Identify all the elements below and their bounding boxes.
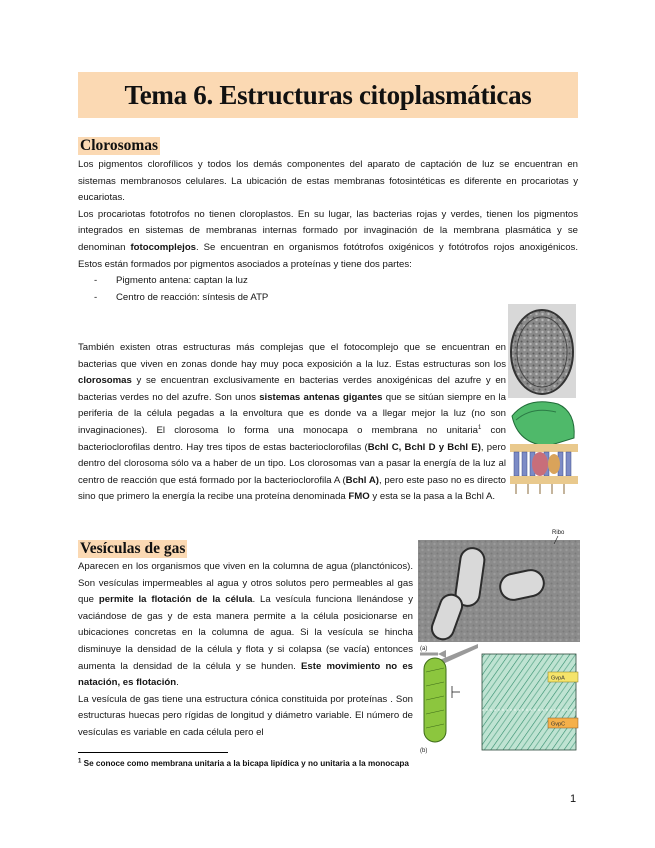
title-banner: [78, 72, 578, 118]
panel-letter-a: (a): [420, 646, 428, 652]
label-ribo: Ribo: [552, 530, 565, 536]
page-number: 1: [570, 793, 577, 805]
paragraph: Los procariotas fototrofos no tienen cloroplastos. En su lugar, las bacterias rojas y verdes, tienen los pigmentos integrados en sistemas de membranas internas formado por invaginación de la membrana plasmática y se denominan fotocomplejos. Se encuentran en organismos fotótrofos oxigénicos y fotótrofos rojos anoxigénicos. Estos están formados por pigmentos asociados a proteínas y tiene dos partes:: [78, 208, 579, 270]
paragraph: Los pigmentos clorofílicos y todos los demás componentes del aparato de captación de luz se encuentran en sistemas membranosos celulares. La ubicación de estas membranas fotosintéticas es diferente en procariotas y eucariotas.: [78, 159, 578, 204]
footnote: $^1$ Se conoce como membrana unitaria a la bicapa lipídica y no unitaria a la monocapa: [78, 758, 409, 768]
list-item: - Centro de reacción: síntesis de ATP: [78, 290, 578, 307]
label-gvpa: GvpA: [551, 675, 565, 682]
section-heading-clorosomas: Clorosomas: [80, 137, 159, 154]
clorosomas-body: [78, 340, 506, 506]
list-item: - Pigmento antena: captan la luz: [78, 273, 578, 290]
footnote-rule: [78, 752, 228, 753]
paragraph: La vesícula de gas tiene una estructura cónica constituida por proteínas . Son estructuras huecas pero rígidas de longitud y diámetro variable. El número de vesículas es variable en cada célula pero el: [78, 693, 413, 738]
label-gvpc: GvpC: [551, 721, 566, 728]
paragraph: También existen otras estructuras más complejas que el fotocomplejo que se encuentran en bacterias que viven en zonas donde hay muy poca exposición a la luz. Estas estructuras son los clorosomas y se encuentran exclusivamente en bacterias verdes anoxigénicas del azufre y en bacterias verdes no del azufre. Son unos sistemas antenas gigantes que se sitúan siempre en la periferia de la célula pegadas a la envoltura que es donde va a llegar mejor la luz (no son invaginaciones). El clorosoma lo forma una monocapa o membrana no unitaria$^1$ con bacterioclorofilas dentro. Hay tres tipos de estas bacterioclorofilas (Bchl C, Bchl D y Bchl E), pero dentro del clorosoma sólo va a haber de un tipo. Los clorosomas van a pasar la energía de la luz al centro de reacción que está formado por la bacterioclorofila A (Bchl A), pero este paso no es directo sino que primero la energía la recibe una proteína denominada FMO y esta se la pasa a la Bchl A.: [78, 342, 507, 503]
vesiculas-body: [78, 559, 413, 742]
paragraph: Aparecen en los organismos que viven en la columna de agua (planctónicos). Son vesículas impermeables al agua y otros solutos pero permeables al gas que permite la flotación de la célula. La vesícula funciona llenándose y vaciándose de gas y de esta manera permite a la célula posicionarse en ubicaciones concretas en la columna de agua. Si la vesícula se hincha disminuye la densidad de la célula y flota y si colapsa (se vacía) entonces aumenta la densidad de la célula y se hunden. Este movimiento no es natación, es flotación.: [78, 561, 413, 689]
chlorosome-diagram: [510, 402, 578, 494]
vesicle-wall-diagram: [482, 654, 576, 750]
panel-letter-b: (b): [420, 748, 428, 754]
gas-vesicle-figure: [418, 522, 580, 754]
page-title: Tema 6. Estructuras citoplasmáticas: [124, 79, 532, 110]
chlorosome-figure: [508, 304, 580, 514]
section-heading-vesiculas: Vesículas de gas: [80, 540, 186, 557]
parts-list: [78, 273, 578, 306]
clorosomas-intro: [78, 157, 578, 306]
cell-micrograph: [511, 310, 573, 394]
